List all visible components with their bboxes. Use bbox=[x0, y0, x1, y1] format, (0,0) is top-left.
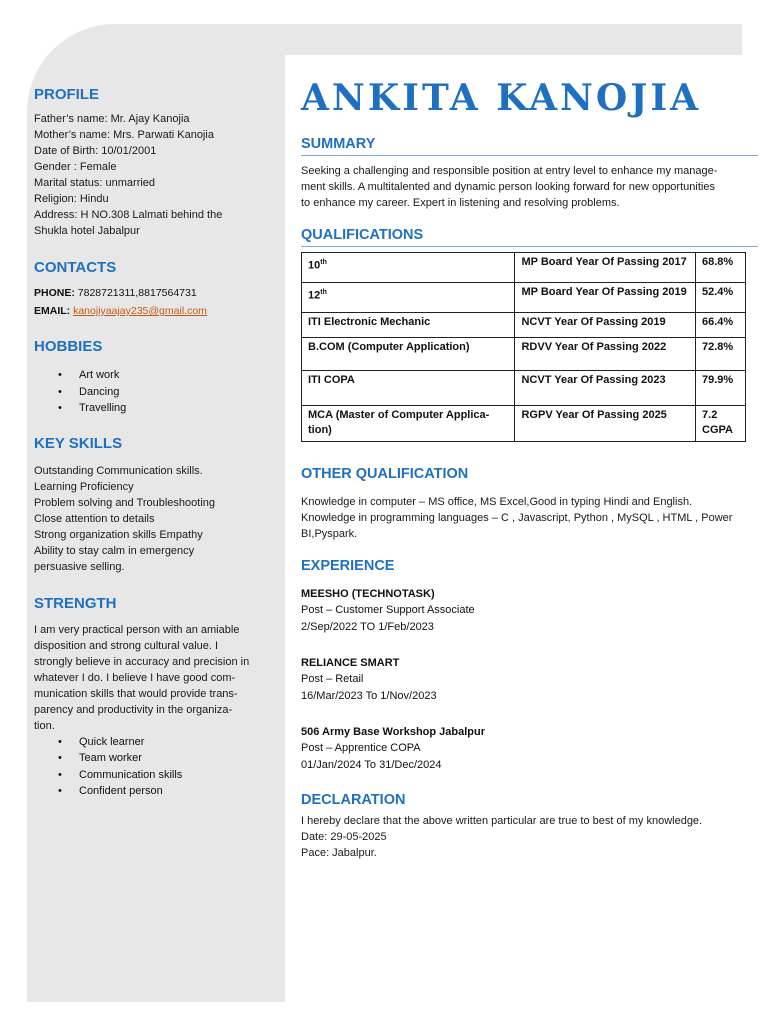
course-cell bbox=[302, 253, 515, 283]
experience-section bbox=[301, 558, 758, 774]
other-qualification-line: Knowledge in programming languages – C , Javascript, Python , MySQL , HTML , Power bbox=[301, 512, 733, 524]
strength-line: strongly believe in accuracy and precision in bbox=[34, 655, 250, 668]
phone-value: 7828721311,8817564731 bbox=[77, 287, 197, 299]
profile-line: Address: H NO.308 Lalmati behind the bbox=[34, 209, 223, 221]
summary-line: ment skills. A multitalented and dynamic person looking forward for new opportunities bbox=[301, 181, 715, 193]
contacts-section bbox=[34, 259, 266, 320]
course-cell: ITI COPA bbox=[302, 371, 515, 406]
sidebar bbox=[34, 86, 266, 816]
declaration-line: I hereby declare that the above written particular are true to best of my knowledge. bbox=[301, 815, 703, 827]
skill-line: persuasive selling. bbox=[34, 560, 125, 573]
skill-line: Problem solving and Troubleshooting bbox=[34, 496, 216, 509]
experience-item bbox=[301, 586, 758, 636]
board-cell: MP Board Year Of Passing 2019 bbox=[515, 283, 696, 313]
course-name: 10 bbox=[308, 259, 321, 272]
declaration-section bbox=[301, 792, 758, 861]
experience-period: 16/Mar/2023 To 1/Nov/2023 bbox=[301, 690, 437, 702]
table-row bbox=[302, 371, 746, 406]
experience-post: Post – Customer Support Associate bbox=[301, 604, 475, 616]
experience-post: Post – Retail bbox=[301, 673, 364, 685]
experience-period: 01/Jan/2024 To 31/Dec/2024 bbox=[301, 759, 442, 771]
experience-company: 506 Army Base Workshop Jabalpur bbox=[301, 726, 486, 738]
other-qualification-heading: OTHER QUALIFICATION bbox=[301, 466, 469, 482]
hobbies-section bbox=[34, 338, 266, 417]
strength-line: tion. bbox=[34, 719, 55, 732]
score-cell: 52.4% bbox=[696, 283, 746, 313]
experience-company: MEESHO (TECHNOTASK) bbox=[301, 588, 435, 600]
score-cell: 66.4% bbox=[696, 313, 746, 338]
strength-line: disposition and strong cultural value. I bbox=[34, 639, 219, 652]
main-content bbox=[301, 72, 758, 861]
qualifications-heading: QUALIFICATIONS bbox=[301, 227, 758, 247]
table-row bbox=[302, 253, 746, 283]
profile-heading: PROFILE bbox=[34, 86, 100, 103]
email-label: EMAIL: bbox=[34, 305, 71, 317]
course-cell bbox=[302, 283, 515, 313]
score-cell: 7.2 CGPA bbox=[696, 406, 746, 442]
profile-details bbox=[34, 111, 266, 239]
board-cell: MP Board Year Of Passing 2017 bbox=[515, 253, 696, 283]
table-row bbox=[302, 283, 746, 313]
phone-line bbox=[34, 284, 266, 302]
experience-item bbox=[301, 724, 758, 774]
strength-line: munication skills that would provide trans- bbox=[34, 687, 238, 700]
course-cell: ITI Electronic Mechanic bbox=[302, 313, 515, 338]
other-qualification-text bbox=[301, 494, 758, 542]
profile-line: Gender : Female bbox=[34, 161, 117, 173]
contacts-heading: CONTACTS bbox=[34, 259, 117, 276]
email-link[interactable]: kanojiyaajay235@gmail.com bbox=[73, 305, 207, 317]
board-cell: NCVT Year Of Passing 2023 bbox=[515, 371, 696, 406]
hobby-item: • Art work bbox=[58, 367, 266, 384]
strength-item: • Team worker bbox=[58, 750, 266, 767]
summary-text bbox=[301, 163, 758, 211]
experience-item bbox=[301, 655, 758, 705]
skill-line: Learning Proficiency bbox=[34, 480, 134, 493]
declaration-line: Pace: Jabalpur. bbox=[301, 847, 377, 859]
declaration-text bbox=[301, 813, 758, 861]
profile-line: Shukla hotel Jabalpur bbox=[34, 225, 140, 237]
qualifications-table bbox=[301, 252, 746, 442]
experience-heading: EXPERIENCE bbox=[301, 558, 395, 574]
top-band bbox=[150, 24, 742, 55]
strength-item: • Quick learner bbox=[58, 734, 266, 751]
email-line bbox=[34, 302, 266, 320]
qualifications-section bbox=[301, 227, 758, 442]
board-cell: NCVT Year Of Passing 2019 bbox=[515, 313, 696, 338]
strength-line: I am very practical person with an amiable bbox=[34, 623, 240, 636]
profile-line: Date of Birth: 10/01/2001 bbox=[34, 145, 157, 157]
course-cell: MCA (Master of Computer Applica-tion) bbox=[302, 406, 515, 442]
strength-line: whatever I do. I believe I have good com- bbox=[34, 671, 236, 684]
key-skills-section bbox=[34, 435, 266, 575]
strength-line: parency and productivity in the organiza- bbox=[34, 703, 233, 716]
strength-item: • Communication skills bbox=[58, 767, 266, 784]
summary-section bbox=[301, 136, 758, 211]
other-qualification-section bbox=[301, 466, 758, 542]
score-cell: 68.8% bbox=[696, 253, 746, 283]
skill-line: Close attention to details bbox=[34, 512, 155, 525]
strength-list bbox=[34, 734, 266, 800]
experience-post: Post – Apprentice COPA bbox=[301, 742, 421, 754]
other-qualification-line: BI,Pyspark. bbox=[301, 528, 358, 540]
summary-line: to enhance my career. Expert in listening and resolving problems. bbox=[301, 197, 620, 209]
strength-section bbox=[34, 595, 266, 800]
summary-heading: SUMMARY bbox=[301, 136, 758, 156]
board-cell: RDVV Year Of Passing 2022 bbox=[515, 338, 696, 371]
hobby-item: • Travelling bbox=[58, 400, 266, 417]
declaration-heading: DECLARATION bbox=[301, 792, 406, 808]
key-skills-list bbox=[34, 463, 266, 575]
table-row bbox=[302, 338, 746, 371]
profile-section bbox=[34, 86, 266, 239]
key-skills-heading: KEY SKILLS bbox=[34, 434, 123, 452]
profile-line: Mother’s name: Mrs. Parwati Kanojia bbox=[34, 129, 214, 141]
summary-line: Seeking a challenging and responsible position at entry level to enhance my manage- bbox=[301, 165, 718, 177]
table-row bbox=[302, 313, 746, 338]
strength-text bbox=[34, 622, 266, 734]
hobbies-heading: HOBBIES bbox=[34, 338, 103, 355]
strength-item: • Confident person bbox=[58, 783, 266, 800]
experience-period: 2/Sep/2022 TO 1/Feb/2023 bbox=[301, 621, 434, 633]
phone-label: PHONE: bbox=[34, 287, 75, 299]
strength-heading: STRENGTH bbox=[34, 594, 117, 612]
board-cell: RGPV Year Of Passing 2025 bbox=[515, 406, 696, 442]
table-row bbox=[302, 406, 746, 442]
score-cell: 79.9% bbox=[696, 371, 746, 406]
course-superscript: th bbox=[320, 259, 327, 266]
hobbies-list bbox=[34, 367, 266, 417]
course-cell: B.COM (Computer Application) bbox=[302, 338, 515, 371]
candidate-name: ANKITA KANOJIA bbox=[301, 77, 702, 119]
skill-line: Ability to stay calm in emergency bbox=[34, 544, 195, 557]
course-superscript: th bbox=[320, 289, 327, 296]
declaration-line: Date: 29-05-2025 bbox=[301, 831, 387, 843]
skill-line: Strong organization skills Empathy bbox=[34, 528, 203, 541]
skill-line: Outstanding Communication skills. bbox=[34, 464, 203, 477]
hobby-item: • Dancing bbox=[58, 384, 266, 401]
profile-line: Father’s name: Mr. Ajay Kanojia bbox=[34, 113, 190, 125]
course-name: 12 bbox=[308, 289, 321, 302]
profile-line: Marital status: unmarried bbox=[34, 177, 156, 189]
profile-line: Religion: Hindu bbox=[34, 193, 109, 205]
experience-company: RELIANCE SMART bbox=[301, 657, 400, 669]
score-cell: 72.8% bbox=[696, 338, 746, 371]
other-qualification-line: Knowledge in computer – MS office, MS Excel,Good in typing Hindi and English. bbox=[301, 496, 693, 508]
